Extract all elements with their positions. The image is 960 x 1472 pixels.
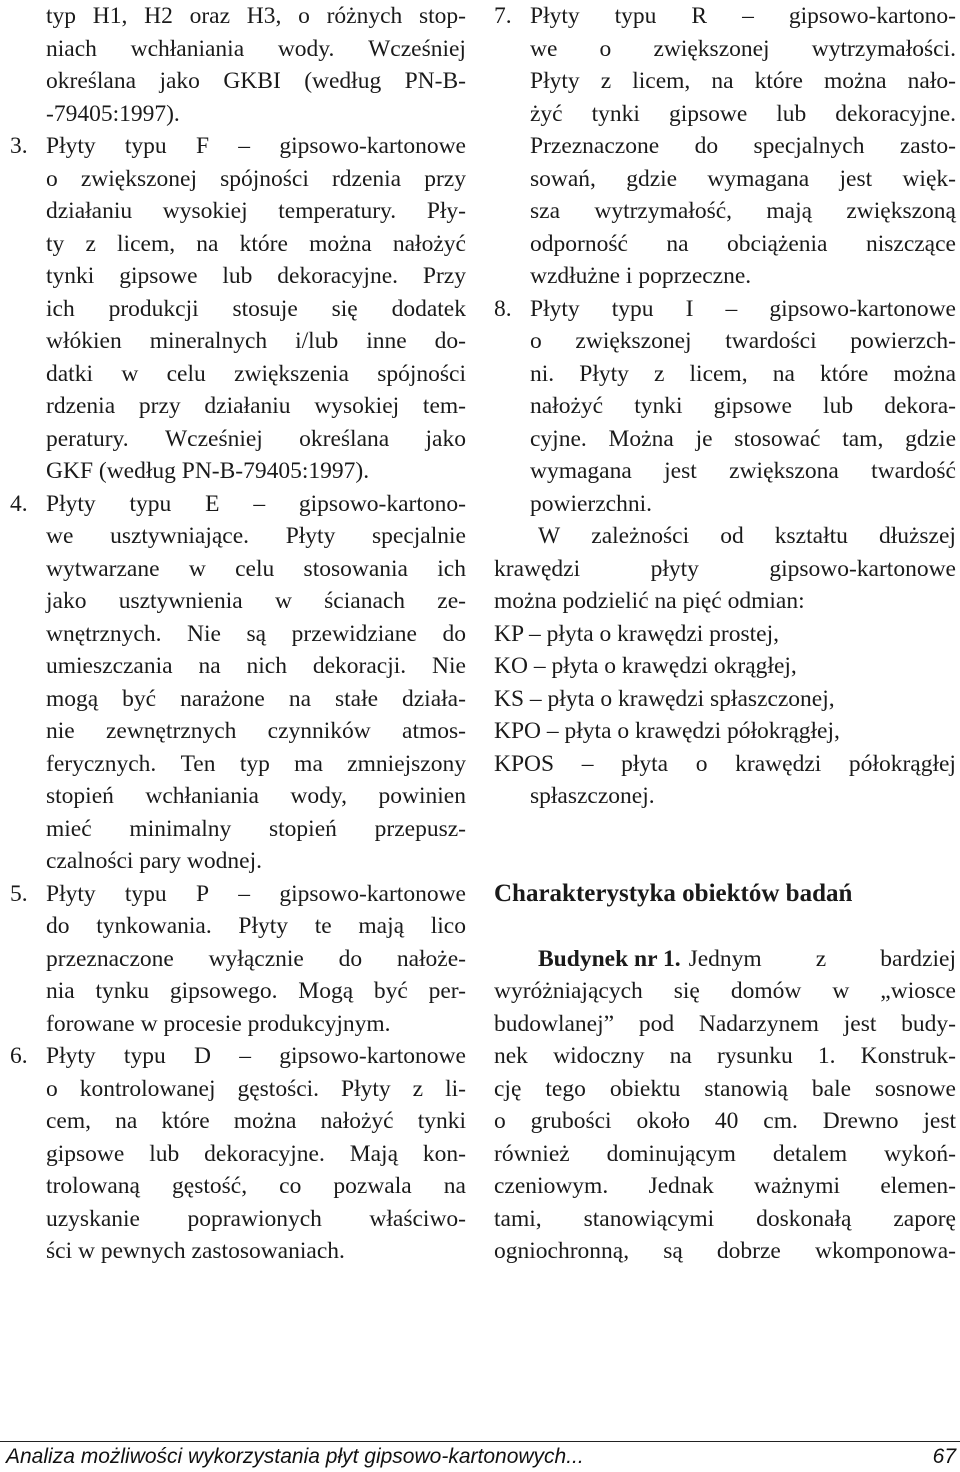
text-line	[494, 260, 956, 293]
text-line	[10, 1073, 466, 1106]
line-text: Płyty typu R – gipsowo-kartono-	[530, 3, 956, 29]
line-text: czeniowym. Jednak ważnymi elemen-	[494, 1173, 956, 1199]
text-line	[494, 325, 956, 358]
text-line	[10, 553, 466, 586]
line-text: trolowaną gęstość, co pozwala na	[46, 1173, 466, 1199]
line-text: ni. Płyty z licem, na które można	[530, 360, 956, 387]
text-line	[10, 390, 466, 423]
page-footer	[6, 1443, 956, 1471]
running-title: Analiza możliwości wykorzystania płyt gipsowo-kartonowych...	[6, 1445, 584, 1468]
line-text: Przeznaczone do specjalnych zasto-	[530, 133, 956, 159]
line-text: tynki gipsowe lub dekoracyjne. Przy	[46, 263, 466, 289]
text-line	[494, 650, 956, 683]
text-line	[10, 293, 466, 326]
text-line	[10, 943, 466, 976]
text-line	[494, 585, 956, 618]
text-line	[10, 358, 466, 391]
text-line	[10, 1235, 466, 1268]
text-line	[494, 1138, 956, 1171]
text-line	[10, 325, 466, 358]
line-text: rdzenia przy działaniu wysokiej tem-	[46, 393, 466, 419]
line-text: datki w celu zwiększenia spójności	[46, 360, 466, 387]
text-line	[10, 585, 466, 618]
text-line	[494, 1040, 956, 1073]
line-text: ogniochronną, są dobrze wkomponowa-	[494, 1238, 956, 1264]
line-text: powierzchni.	[530, 490, 653, 517]
right-column	[494, 0, 956, 1268]
line-text: o kontrolowanej gęstości. Płyty z li-	[46, 1075, 466, 1102]
text-line	[10, 65, 466, 98]
line-text: o grubości około 40 cm. Drewno jest	[494, 1108, 956, 1134]
line-text: umieszczania na nich dekoracji. Nie	[46, 653, 466, 679]
text-line	[494, 748, 956, 781]
list-item-start	[10, 488, 466, 521]
line-text: ty z licem, na które można nałożyć	[46, 230, 466, 257]
line-text: KS – płyta o krawędzi spłaszczonej,	[494, 685, 835, 712]
text-line	[10, 813, 466, 846]
line-text: Płyty z licem, na które można nało-	[530, 68, 956, 94]
text-line	[494, 715, 956, 748]
line-text: ferycznych. Ten typ ma zmniejszony	[46, 750, 466, 777]
line-text: czalności pary wodnej.	[46, 848, 262, 874]
text-line	[494, 553, 956, 586]
line-text: Płyty typu E – gipsowo-kartono-	[46, 490, 466, 517]
line-text: również dominującym detalem wykoń-	[494, 1140, 956, 1167]
line-text: cyjne. Można je stosować tam, gdzie	[530, 425, 956, 452]
line-text: wnętrznych. Nie są przewidziane do	[46, 620, 466, 647]
line-text: Płyty typu P – gipsowo-kartonowe	[46, 880, 466, 907]
line-text: Płyty typu F – gipsowo-kartonowe	[46, 133, 466, 159]
line-text: do tynkowania. Płyty te mają lico	[46, 913, 466, 939]
list-number: 4.	[10, 490, 28, 517]
text-line	[494, 683, 956, 716]
footer-divider	[0, 1441, 960, 1442]
text-line	[494, 975, 956, 1008]
text-line	[494, 358, 956, 391]
line-text: ści w pewnych zastosowaniach.	[46, 1238, 345, 1264]
section-heading	[494, 878, 956, 911]
line-text: we usztywniające. Płyty specjalnie	[46, 523, 466, 549]
text-line	[10, 1008, 466, 1041]
text-line	[10, 650, 466, 683]
list-number: 8.	[494, 295, 512, 322]
text-line	[10, 910, 466, 943]
text-line	[10, 748, 466, 781]
text-line	[10, 1170, 466, 1203]
text-line	[494, 618, 956, 651]
text-line	[494, 455, 956, 488]
left-column	[10, 0, 466, 1268]
line-text: wymagana jest zwiększona twardość	[530, 458, 956, 484]
list-item-start	[10, 1040, 466, 1073]
line-text: forowane w procesie produkcyjnym.	[46, 1010, 391, 1037]
line-text: niach wchłaniania wody. Wcześniej	[46, 35, 466, 62]
line-text: sowań, gdzie wymagana jest więk-	[530, 165, 956, 192]
text-line	[10, 423, 466, 456]
line-text: krawędzi płyty gipsowo-kartonowe	[494, 555, 956, 582]
line-text: żyć tynki gipsowe lub dekoracyjne.	[530, 100, 956, 127]
text-line	[10, 975, 466, 1008]
line-text: peratury. Wcześniej określana jako	[46, 425, 466, 452]
line-text: KPOS – płyta o krawędzi półokrągłej	[494, 750, 956, 777]
line-text: we o zwiększonej wytrzymałości.	[530, 35, 956, 62]
line-text: cem, na które można nałożyć tynki	[46, 1108, 466, 1134]
line-text: nek widoczny na rysunku 1. Konstruk-	[494, 1043, 956, 1069]
text-line	[494, 520, 956, 553]
line-text: Jednym z bardziej	[688, 945, 956, 972]
line-text: określana jako GKBI (według PN-B-	[46, 68, 466, 94]
line-text: spłaszczonej.	[530, 783, 655, 809]
line-text: Płyty typu D – gipsowo-kartonowe	[46, 1043, 466, 1069]
list-item-start	[494, 293, 956, 326]
text-line	[494, 1008, 956, 1041]
text-line	[10, 520, 466, 553]
text-line	[10, 715, 466, 748]
text-line	[10, 683, 466, 716]
line-text: nałożyć tynki gipsowe lub dekora-	[530, 393, 956, 419]
line-text: nia tynku gipsowego. Mogą być per-	[46, 978, 466, 1004]
line-text: wyróżniających się domów w „wiosce	[494, 978, 956, 1004]
text-line	[494, 943, 956, 976]
line-text: jako usztywnienia w ścianach ze-	[46, 588, 466, 614]
line-text: typ H1, H2 oraz H3, o różnych stop-	[46, 3, 466, 29]
line-text: stopień wchłaniania wody, powinien	[46, 783, 466, 809]
building-label: Budynek nr 1.	[538, 945, 681, 972]
text-line	[494, 130, 956, 163]
line-text: przeznaczone wyłącznie do nałoże-	[46, 945, 466, 972]
line-text: mogą być narażone na stałe działa-	[46, 685, 466, 712]
line-text: -79405:1997).	[46, 100, 180, 127]
text-line	[10, 98, 466, 131]
text-line	[10, 1105, 466, 1138]
text-line	[10, 780, 466, 813]
text-line	[494, 488, 956, 521]
line-text: wytwarzane w celu stosowania ich	[46, 555, 466, 582]
line-text: można podzielić na pięć odmian:	[494, 588, 805, 614]
line-text: wzdłużne i poprzeczne.	[530, 263, 752, 289]
line-text: Charakterystyka obiektów badań	[494, 879, 853, 907]
text-line	[10, 163, 466, 196]
blank-line	[494, 813, 956, 846]
line-text: Płyty typu I – gipsowo-kartonowe	[530, 295, 956, 322]
line-text: budowlanej” pod Nadarzynem jest budy-	[494, 1010, 956, 1037]
line-text: o zwiększonej spójności rdzenia przy	[46, 165, 466, 192]
text-line	[494, 163, 956, 196]
line-text: włókien mineralnych i/lub inne do-	[46, 328, 466, 354]
text-line	[494, 390, 956, 423]
list-number: 3.	[10, 133, 28, 159]
text-line	[494, 195, 956, 228]
text-line	[10, 228, 466, 261]
text-line	[494, 1203, 956, 1236]
text-line	[494, 98, 956, 131]
text-line	[10, 195, 466, 228]
text-line	[494, 780, 956, 813]
line-text: uzyskanie poprawionych właściwo-	[46, 1205, 466, 1232]
list-item-start	[494, 0, 956, 33]
line-text: o zwiększonej twardości powierzch-	[530, 328, 956, 354]
line-text: gipsowe lub dekoracyjne. Mają kon-	[46, 1140, 466, 1167]
line-text: cję tego obiektu stanowią bale sosnowe	[494, 1075, 956, 1102]
blank-line	[494, 910, 956, 943]
list-number: 5.	[10, 880, 28, 907]
text-line	[10, 618, 466, 651]
text-line	[494, 1105, 956, 1138]
line-text: odporność na obciążenia niszczące	[530, 230, 956, 257]
line-text: KP – płyta o krawędzi prostej,	[494, 620, 779, 647]
text-line	[494, 423, 956, 456]
list-number: 7.	[494, 3, 512, 29]
line-text: GKF (według PN-B-79405:1997).	[46, 458, 370, 484]
line-text: ich produkcji stosuje się dodatek	[46, 295, 466, 322]
page-number: 67	[932, 1445, 956, 1468]
line-text: działaniu wysokiej temperatury. Pły-	[46, 198, 466, 224]
text-line	[10, 0, 466, 33]
text-line	[494, 65, 956, 98]
text-line	[10, 1203, 466, 1236]
text-line	[10, 455, 466, 488]
text-line	[10, 1138, 466, 1171]
line-text: mieć minimalny stopień przepusz-	[46, 815, 466, 842]
list-number: 6.	[10, 1043, 28, 1069]
text-line	[494, 1235, 956, 1268]
text-line	[494, 1073, 956, 1106]
line-text: nie zewnętrznych czynników atmos-	[46, 718, 466, 744]
blank-line	[494, 845, 956, 878]
line-text: KO – płyta o krawędzi okrągłej,	[494, 653, 797, 679]
line-text: tami, stanowiącymi doskonałą zaporę	[494, 1205, 956, 1232]
list-item-start	[10, 130, 466, 163]
line-text: sza wytrzymałość, mają zwiększoną	[530, 198, 956, 224]
list-item-start	[10, 878, 466, 911]
line-text: W zależności od kształtu dłuższej	[538, 523, 956, 549]
text-line	[10, 260, 466, 293]
text-line	[494, 1170, 956, 1203]
text-line	[10, 33, 466, 66]
text-line	[494, 33, 956, 66]
text-line	[10, 845, 466, 878]
line-text: KPO – płyta o krawędzi półokrągłej,	[494, 718, 840, 744]
text-line	[494, 228, 956, 261]
